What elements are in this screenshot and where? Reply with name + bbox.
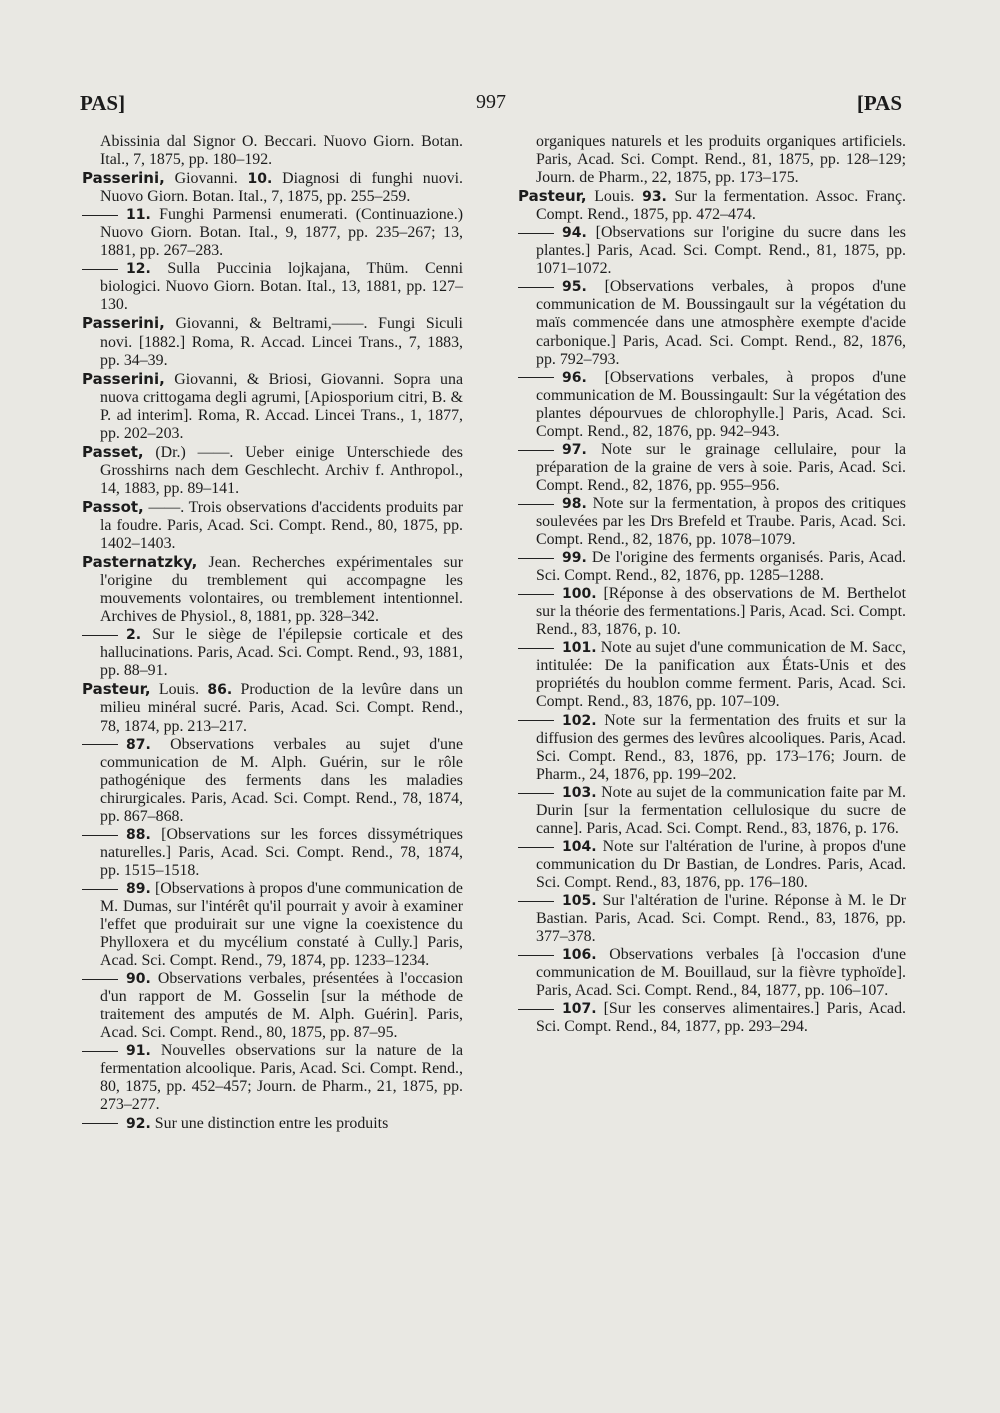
- entry-text: [Observations sur les forces dissymétriques naturelles.] Paris, Acad. Sci. Compt. Rend., 78, 1874, pp. 1515–1518.: [100, 825, 463, 879]
- entry-text: Trois observations d'accidents produits par la foudre. Paris, Acad. Sci. Compt. Rend., 80, 1875, pp. 1402–1403.: [100, 498, 463, 553]
- entry-text: Sur l'altération de l'urine. Réponse à M. le Dr Bastian. Paris, Acad. Sci. Compt. Rend., 83, 1876, pp. 377–378.: [536, 891, 906, 946]
- running-head-right: [PAS: [856, 91, 902, 115]
- entry-text: Observations verbales, présentées à l'occasion d'un rapport de M. Gosselin [sur la méthode de traitement des amputés de M. Alph. Guérin]. Paris, Acad. Sci. Compt. Rend., 80, 1875, pp. 87–95.: [100, 970, 463, 1042]
- entry-number: 96.: [562, 369, 587, 386]
- ditto-dash: [518, 955, 554, 956]
- entry-text: Observations verbales [à l'occasion d'une communication de M. Bouillaud, sur la fièvre typhoïde]. Paris, Acad. Sci. Compt. Rend., 84, 1877, pp. 106–107.: [536, 946, 906, 1000]
- bibliography-entry: [518, 549, 906, 585]
- author-name: Pasternatzky,: [82, 553, 198, 572]
- ditto-dash: [82, 1123, 118, 1124]
- ditto-dash: [82, 979, 118, 980]
- bibliography-entry: [82, 169, 463, 206]
- bibliography-entry: [82, 880, 463, 970]
- bibliography-entry: [82, 498, 463, 553]
- author-name: Passet,: [82, 442, 144, 461]
- author-name: Passot,: [82, 497, 144, 516]
- left-column: [82, 133, 463, 1133]
- entry-number: 10.: [247, 171, 273, 188]
- entry-number: 95.: [562, 279, 587, 296]
- page-number: 997: [476, 91, 506, 113]
- entry-text: Note sur la fermentation, à propos des critiques soulevées par les Drs Brefeld et Traube. Paris, Acad. Sci. Compt. Rend., 82, 1876, pp. 1078–1079.: [536, 494, 906, 549]
- author-name: Passerini,: [82, 314, 165, 333]
- bibliography-entry: [518, 133, 906, 187]
- entry-text: organiques naturels et les produits organiques artificiels. Paris, Acad. Sci. Compt. Rend., 81, 1875, pp. 128–129; Journ. de Pharm., 22, 1875, pp. 173–175.: [536, 133, 906, 187]
- entry-text: Production de la levûre dans un milieu minéral sucré. Paris, Acad. Sci. Compt. Rend., 78, 1874, pp. 213–217.: [100, 681, 463, 735]
- author-given-name: Louis.: [586, 188, 635, 206]
- entry-number: 106.: [562, 947, 597, 964]
- entry-number: 88.: [126, 826, 151, 843]
- bibliography-entry: [82, 314, 463, 369]
- ditto-dash: [82, 744, 118, 745]
- author-given-name: Jean.: [197, 554, 241, 572]
- bibliography-entry: [82, 826, 463, 880]
- bibliography-entry: [82, 736, 463, 826]
- bibliography-entry: [82, 1042, 463, 1114]
- bibliography-entry: [518, 1000, 906, 1036]
- entry-number: 93.: [642, 189, 667, 206]
- entry-text: Sur le siège de l'épilepsie corticale et des hallucinations. Paris, Acad. Sci. Compt. Rend., 93, 1881, pp. 88–91.: [100, 626, 463, 680]
- bibliography-entry: [82, 370, 463, 443]
- entry-text: [Réponse à des observations de M. Berthelot sur la théorie des fermentations.] Paris, Acad. Sci. Compt. Rend., 83, 1876, p. 10.: [536, 585, 906, 639]
- ditto-dash: [518, 287, 554, 288]
- ditto-dash: [518, 901, 554, 902]
- bibliography-entry: [82, 260, 463, 314]
- bibliography-entry: [518, 278, 906, 368]
- entry-text: [Observations à propos d'une communication de M. Dumas, sur l'intérêt qu'il pourrait y avoir à examiner l'effet que produirait sur une vigne la coexistence du Phylloxera et du mycélium constaté à Cully.] Paris, Acad. Sci. Compt. Rend., 79, 1874, pp. 1233–1234.: [100, 879, 463, 970]
- entry-number: 97.: [562, 441, 587, 458]
- entry-text: De l'origine des ferments organisés. Paris, Acad. Sci. Compt. Rend., 82, 1876, pp. 1285–1288.: [536, 549, 906, 585]
- entry-number: 91.: [126, 1043, 151, 1060]
- bibliography-entry: [82, 970, 463, 1042]
- bibliography-entry: [518, 187, 906, 224]
- entry-number: 11.: [126, 207, 151, 224]
- ditto-dash: [518, 233, 554, 234]
- running-head-left: PAS]: [80, 91, 126, 115]
- running-head: [80, 91, 902, 117]
- entry-text: Funghi Parmensi enumerati. (Continuazione.) Nuovo Giorn. Botan. Ital., 9, 1877, pp. 235–267; 13, 1881, pp. 267–283.: [100, 206, 463, 260]
- entry-text: [Sur les conserves alimentaires.] Paris, Acad. Sci. Compt. Rend., 84, 1877, pp. 293–294.: [536, 1000, 906, 1036]
- ditto-dash: [82, 215, 118, 216]
- author-name: Pasteur,: [82, 680, 151, 699]
- entry-number: 92.: [126, 1115, 151, 1132]
- entry-number: 105.: [562, 892, 597, 909]
- ditto-dash: [518, 504, 554, 505]
- entry-number: 87.: [126, 736, 151, 753]
- ditto-dash: [82, 635, 118, 636]
- bibliography-entry: [518, 712, 906, 784]
- entry-text: Note sur la fermentation des fruits et sur la diffusion des germes des levûres alcooliques. Paris, Acad. Sci. Compt. Rend., 83, 1876, pp. 173–176; Journ. de Pharm., 24, 1876, pp. 199–202.: [536, 711, 906, 783]
- ditto-dash: [82, 1051, 118, 1052]
- bibliography-entry: [518, 585, 906, 639]
- author-given-name: Giovanni, & Beltrami,——.: [164, 315, 368, 333]
- ditto-dash: [518, 648, 554, 649]
- entry-text: Nouvelles observations sur la nature de la fermentation alcoolique. Paris, Acad. Sci. Compt. Rend., 80, 1875, pp. 452–457; Journ. de Pharm., 21, 1875, pp. 273–277.: [100, 1042, 463, 1114]
- bibliography-entry: [518, 639, 906, 711]
- entry-number: 101.: [562, 640, 597, 657]
- author-given-name: ——.: [143, 498, 185, 516]
- entry-text: Fungi Siculi novi. [1882.] Roma, R. Accad. Lincei Trans., 7, 1883, pp. 34–39.: [100, 315, 463, 369]
- bibliography-entry: [518, 369, 906, 441]
- bibliography-entry: [82, 133, 463, 169]
- author-given-name: (Dr.) ——.: [143, 443, 234, 461]
- entry-text: [Observations sur l'origine du sucre dans les plantes.] Paris, Acad. Sci. Compt. Rend., 81, 1875, pp. 1071–1072.: [536, 224, 906, 278]
- bibliography-entry: [82, 553, 463, 626]
- entry-text: Note sur le grainage cellulaire, pour la préparation de la graine de vers à soie. Paris, Acad. Sci. Compt. Rend., 82, 1876, pp. 955–956.: [536, 440, 906, 494]
- ditto-dash: [518, 1009, 554, 1010]
- entry-number: 2.: [126, 627, 142, 644]
- entry-text: Observations verbales au sujet d'une communication de M. Alph. Guérin, sur le rôle pathogénique des ferments dans les maladies chirurgicales. Paris, Acad. Sci. Compt. Rend., 78, 1874, pp. 867–868.: [100, 735, 463, 825]
- ditto-dash: [518, 594, 554, 595]
- ditto-dash: [82, 269, 118, 270]
- entry-number: 100.: [562, 586, 597, 603]
- author-given-name: Louis.: [150, 681, 200, 699]
- bibliography-entry: [518, 838, 906, 892]
- entry-number: 86.: [207, 682, 233, 699]
- entry-number: 12.: [126, 261, 151, 278]
- entry-number: 98.: [562, 495, 587, 512]
- entry-text: Ueber einige Unterschiede des Grosshirns nach dem Geschlecht. Archiv f. Anthropol., 14, 1883, pp. 89–141.: [100, 443, 463, 497]
- entry-number: 94.: [562, 225, 587, 242]
- entry-number: 104.: [562, 838, 597, 855]
- ditto-dash: [518, 720, 554, 721]
- right-column: [518, 133, 906, 1036]
- entry-number: 102.: [562, 712, 597, 729]
- entry-text: Note sur l'altération de l'urine, à propos d'une communication du Dr Bastian, de Londres. Paris, Acad. Sci. Compt. Rend., 83, 1876, pp. 176–180.: [536, 837, 906, 891]
- entry-text: Diagnosi di funghi nuovi. Nuovo Giorn. Botan. Ital., 7, 1875, pp. 255–259.: [100, 170, 463, 206]
- entry-text: Sulla Puccinia lojkajana, Thüm. Cenni biologici. Nuovo Giorn. Botan. Ital., 13, 1881, pp. 127–130.: [100, 260, 463, 314]
- entry-text: Sur la fermentation. Assoc. Franç. Compt. Rend., 1875, pp. 472–474.: [536, 188, 906, 224]
- author-name: Passerini,: [82, 369, 165, 388]
- entry-number: 89.: [126, 880, 151, 897]
- entry-text: Note au sujet de la communication faite par M. Durin [sur la fermentation cellulosique du sucre de canne]. Paris, Acad. Sci. Compt. Rend., 83, 1876, p. 176.: [536, 783, 906, 837]
- entry-text: Note au sujet d'une communication de M. Sacc, intitulée: De la panification aux États-Unis et des propriétés du houblon comme ferment. Paris, Acad. Sci. Compt. Rend., 83, 1876, pp. 107–109.: [536, 639, 906, 711]
- ditto-dash: [518, 558, 554, 559]
- entry-number: 107.: [562, 1001, 597, 1018]
- entry-text: [Observations verbales, à propos d'une communication de M. Boussingault: Sur la végétation des plantes dépourvues de chlorophylle.] Paris, Acad. Sci. Compt. Rend., 82, 1876, pp. 942–943.: [536, 368, 906, 440]
- entry-text: Sopra una nuova crittogama degli agrumi, [Apiosporium citri, B. & P. ad interim]. Roma, R. Accad. Lincei Trans., 1, 1877, pp. 202–203.: [100, 370, 463, 442]
- ditto-dash: [518, 847, 554, 848]
- entry-number: 103.: [562, 784, 597, 801]
- author-given-name: Giovanni.: [164, 170, 238, 188]
- entry-number: 90.: [126, 971, 151, 988]
- author-name: Pasteur,: [518, 187, 587, 206]
- bibliography-entry: [518, 441, 906, 495]
- ditto-dash: [518, 377, 554, 378]
- bibliography-entry: [518, 495, 906, 549]
- bibliography-entry: [518, 946, 906, 1000]
- entry-text: Abissinia dal Signor O. Beccari. Nuovo Giorn. Botan. Ital., 7, 1875, pp. 180–192.: [100, 133, 463, 169]
- ditto-dash: [518, 450, 554, 451]
- author-name: Passerini,: [82, 169, 165, 188]
- bibliography-entry: [518, 224, 906, 278]
- ditto-dash: [82, 835, 118, 836]
- bibliography-entry: [82, 1115, 463, 1133]
- bibliography-entry: [82, 680, 463, 735]
- ditto-dash: [518, 793, 554, 794]
- entry-text: Sur une distinction entre les produits: [150, 1114, 389, 1132]
- bibliography-entry: [518, 892, 906, 946]
- bibliography-entry: [82, 206, 463, 260]
- bibliography-entry: [518, 784, 906, 838]
- author-given-name: Giovanni, & Briosi, Giovanni.: [164, 370, 385, 388]
- bibliography-entry: [82, 443, 463, 498]
- ditto-dash: [82, 889, 118, 890]
- entry-text: [Observations verbales, à propos d'une communication de M. Boussingault sur la végétation du maïs commencée dans une atmosphère exempte d'acide carbonique.] Paris, Acad. Sci. Compt. Rend., 82, 1876, pp. 792–793.: [536, 278, 906, 368]
- entry-number: 99.: [562, 550, 587, 567]
- bibliography-entry: [82, 626, 463, 680]
- entry-text: Recherches expérimentales sur l'origine du tremblement qui accompagne les mouvements volontaires, ou tremblement intentionnel. Archives de Physiol., 8, 1881, pp. 328–342.: [100, 554, 463, 626]
